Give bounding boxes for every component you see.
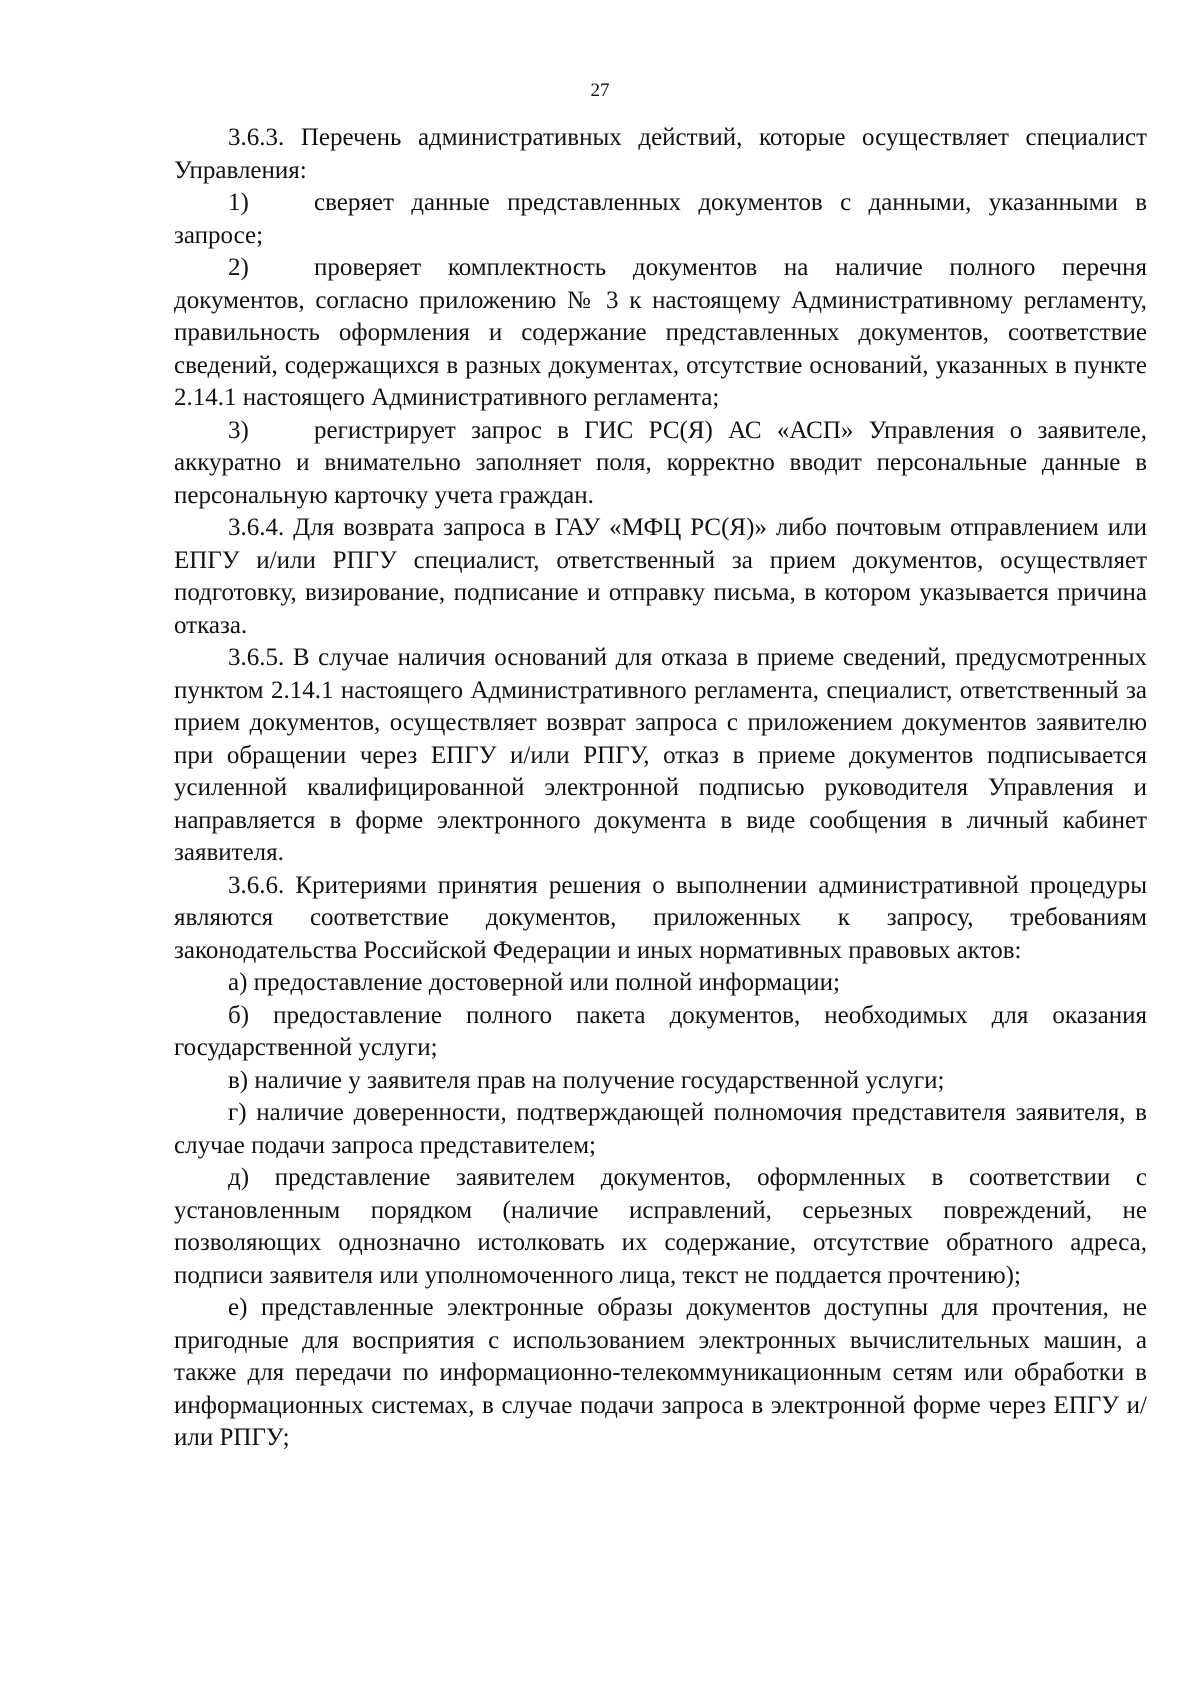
criteria-item-e: е) представленные электронные образы документов доступны для прочтения, не пригодные для восприятия с использованием электронных вычислительных машин, а также для передачи по информационно-телекоммуникационным сетям или обработки в информационных системах, в случае подачи запроса в электронной форме через ЕПГУ и/или РПГУ;	[174, 1294, 1147, 1451]
list-item	[174, 187, 1147, 252]
page-number: 27	[590, 80, 610, 101]
list-item-text: сверяет данные представленных документов с данными, указанными в запросе;	[174, 189, 1147, 249]
list-item	[174, 415, 1147, 513]
document-body	[174, 122, 1147, 1455]
list-item-text: проверяет комплектность документов на наличие полного перечня документов, согласно приложению № 3 к настоящему Административному регламенту, правильность оформления и содержание представленных документов, соответствие сведений, содержащихся в разных документах, отсутствие оснований, указанных в пункте 2.14.1 настоящего Административного регламента;	[174, 254, 1147, 411]
list-item	[174, 252, 1147, 415]
list-item-number: 3)	[228, 416, 249, 444]
paragraph-3-6-5: 3.6.5. В случае наличия оснований для отказа в приеме сведений, предусмотренных пунктом 2.14.1 настоящего Административного регламента, специалист, ответственный за прием документов, осуществляет возврат запроса с приложением документов заявителю при обращении через ЕПГУ и/или РПГУ, отказ в приеме документов подписывается усиленной квалифицированной электронной подписью руководителя Управления и направляется в форме электронного документа в виде сообщения в личный кабинет заявителя.	[174, 644, 1147, 866]
list-item-number: 2)	[228, 254, 249, 281]
criteria-item-g: г) наличие доверенности, подтверждающей полномочия представителя заявителя, в случае подачи запроса представителем;	[174, 1099, 1147, 1159]
paragraph-3-6-4: 3.6.4. Для возврата запроса в ГАУ «МФЦ РС(Я)» либо почтовым отправлением или ЕПГУ и/или РПГУ специалист, ответственный за прием документов, осуществляет подготовку, визирование, подписание и отправку письма, в котором указывается причина отказа.	[174, 514, 1147, 639]
list-item-text: регистрирует запрос в ГИС РС(Я) АС «АСП» Управления о заявителе, аккуратно и внимательно заполняет поля, корректно вводит персональные данные в персональную карточку учета граждан.	[174, 416, 1147, 509]
paragraph-3-6-6: 3.6.6. Критериями принятия решения о выполнении административной процедуры являются соответствие документов, приложенных к запросу, требованиям законодательства Российской Федерации и иных нормативных правовых актов:	[174, 871, 1147, 964]
criteria-item-d: д) представление заявителем документов, оформленных в соответствии с установленным порядком (наличие исправлений, серьезных повреждений, не позволяющих однозначно истолковать их содержание, отсутствие обратного адреса, подписи заявителя или уполномоченного лица, текст не поддается прочтению);	[174, 1164, 1147, 1289]
criteria-item-v: в) наличие у заявителя прав на получение государственной услуги;	[228, 1066, 945, 1094]
paragraph-3-6-3: 3.6.3. Перечень административных действий, которые осуществляет специалист Управления:	[174, 124, 1147, 184]
criteria-item-b: б) предоставление полного пакета документов, необходимых для оказания государственной услуги;	[174, 1001, 1147, 1061]
criteria-item-a: а) предоставление достоверной или полной информации;	[228, 969, 840, 996]
list-item-number: 1)	[228, 189, 249, 216]
